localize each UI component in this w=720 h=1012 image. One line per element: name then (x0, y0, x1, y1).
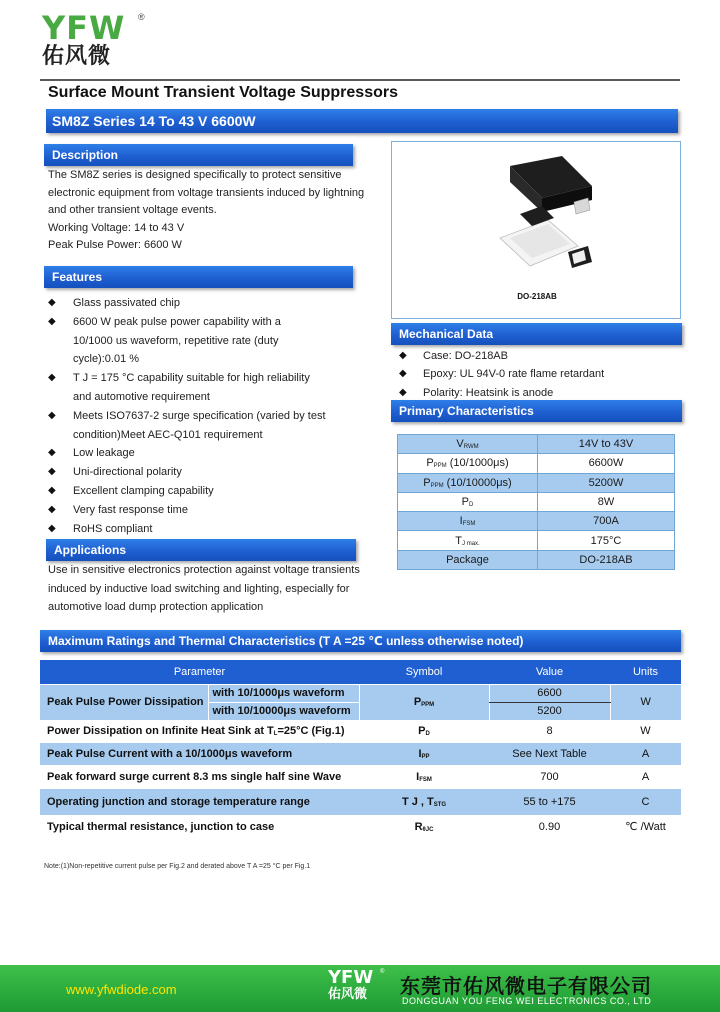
feature-text: RoHS compliant (73, 522, 153, 535)
mechanical-text: Polarity: Heatsink is anode (423, 386, 554, 399)
feature-text: Low leakage (73, 447, 135, 460)
feature-text: and automotive requirement (73, 390, 210, 403)
primary-row (398, 435, 675, 454)
header-divider (40, 79, 680, 81)
param-peak-pulse-power: Peak Pulse Power Dissipation (40, 684, 208, 720)
primary-symbol: P (461, 496, 469, 509)
primary-value: 14V to 43V (538, 435, 675, 454)
primary-symbol: I (459, 515, 463, 528)
footer-logo-chinese: 佑风微 (328, 987, 368, 1002)
table-row (40, 815, 681, 838)
table-row (40, 720, 681, 742)
applications-line: automotive load dump protection application (48, 601, 264, 614)
param-cell (40, 720, 359, 742)
header-symbol: Symbol (359, 660, 489, 684)
primary-symbol: P (426, 457, 434, 470)
symbol-sub: FSM (419, 776, 432, 783)
feature-item (48, 501, 348, 520)
bullet-icon: ◆ (48, 409, 56, 421)
param-cell (40, 765, 359, 788)
features-heading: Features (44, 266, 353, 288)
param-cell (40, 815, 359, 838)
symbol-main: P (418, 725, 426, 737)
package-caption: DO-218AB (517, 292, 557, 301)
feature-text: condition)Meet AEC-Q101 requirement (73, 428, 263, 441)
primary-symbol-cell (398, 473, 538, 492)
primary-symbol-sub: PPM (430, 482, 444, 489)
primary-value: 700A (538, 512, 675, 531)
primary-symbol-cell (398, 531, 538, 550)
symbol-cell (359, 742, 489, 765)
primary-symbol-cell (398, 435, 538, 454)
mechanical-text: Case: DO-218AB (423, 350, 508, 362)
footer (0, 965, 720, 1012)
feature-item (48, 482, 348, 501)
bullet-icon: ◆ (48, 522, 56, 534)
website-link[interactable]: www.yfwdiode.com (66, 982, 177, 997)
primary-symbol-extra: (10/1000μs) (446, 457, 509, 470)
unit-cell: W (610, 720, 681, 742)
company-name-english: DONGGUAN YOU FENG WEI ELECTRONICS CO., LTD (402, 996, 652, 1006)
logo-chinese-text: 佑风微 (42, 44, 112, 69)
param-text-post: =25°C (Fig.1) (277, 725, 345, 737)
description-line: The SM8Z series is designed specifically to protect sensitive (48, 169, 342, 181)
primary-symbol: P (423, 476, 431, 489)
symbol-sub: PPM (421, 702, 435, 708)
bullet-icon: ◆ (48, 503, 56, 515)
feature-text: Excellent clamping capability (73, 484, 214, 497)
symbol-pppm (359, 684, 489, 720)
max-ratings-heading: Maximum Ratings and Thermal Characteristics (T A =25 ℃ unless otherwise noted) (40, 630, 681, 652)
feature-item (48, 444, 348, 463)
header-value: Value (489, 660, 610, 684)
symbol-cell (359, 720, 489, 742)
table-row (40, 742, 681, 765)
company-name-chinese: 东莞市佑风微电子有限公司 (400, 974, 652, 998)
value-cell: See Next Table (489, 742, 610, 765)
table-row (40, 684, 681, 702)
primary-value: 175°C (538, 531, 675, 550)
feature-text: 10/1000 us waveform, repetitive rate (duty (73, 334, 279, 347)
page-title: Surface Mount Transient Voltage Suppressors (48, 84, 398, 101)
symbol-main: I (418, 747, 422, 760)
unit-cell: ℃ /Watt (610, 815, 681, 838)
bullet-icon: ◆ (48, 447, 56, 459)
primary-symbol-sub: J max. (462, 540, 480, 547)
symbol-sub: STG (433, 801, 447, 808)
bullet-icon: ◆ (48, 297, 56, 308)
symbol-main: P (413, 696, 422, 708)
symbol-main: T J , T (401, 795, 434, 808)
footer-logo-latin: YFW (328, 967, 374, 988)
value-6600: 6600 (489, 684, 610, 702)
value-5200: 5200 (489, 702, 610, 720)
param-text: Power Dissipation on Infinite Heat Sink at T (47, 725, 274, 737)
primary-symbol-sub: D (469, 502, 474, 509)
primary-symbol-cell (398, 492, 538, 511)
primary-symbol-cell (398, 512, 538, 531)
feature-text: 6600 W peak pulse power capability with a (73, 315, 281, 328)
feature-text: Uni-directional polarity (73, 466, 182, 479)
applications-line: induced by inductive load switching and lighting, especially for (48, 582, 350, 595)
registered-mark: ® (138, 12, 145, 22)
footer-registered-mark: ® (380, 969, 385, 975)
feature-text: T J = 175 °C capability suitable for high reliability (73, 372, 310, 385)
symbol-cell (359, 815, 489, 838)
package-image-box (391, 141, 681, 319)
features-list (48, 294, 348, 538)
package-drawing (392, 142, 682, 292)
mechanical-list (399, 347, 604, 402)
symbol-cell (359, 765, 489, 788)
param-cell (40, 788, 359, 815)
primary-symbol-sub: PPM (433, 463, 447, 470)
value-cell: 700 (489, 765, 610, 788)
param-sub: L (273, 731, 278, 737)
primary-row (398, 550, 675, 569)
feature-text: Very fast response time (73, 503, 188, 516)
logo-latin-text: YFW (42, 9, 126, 47)
feature-text: cycle):0.01 % (73, 353, 140, 366)
description-line: and other transient voltage events. (48, 204, 217, 216)
primary-symbol-cell (398, 550, 538, 569)
primary-row (398, 454, 675, 473)
primary-symbol-extra: (10/10000μs) (443, 476, 512, 489)
description-heading: Description (44, 144, 353, 166)
primary-value: 6600W (538, 454, 675, 473)
primary-symbol-sub: RWM (463, 444, 479, 451)
symbol-cell (359, 788, 489, 815)
param-text: Peak forward surge current 8.3 ms single half sine Wave (47, 770, 342, 783)
table-row (40, 765, 681, 788)
bullet-icon: ◆ (48, 372, 56, 384)
feature-item (48, 520, 348, 539)
bullet-icon: ◆ (48, 484, 56, 496)
max-ratings-table (40, 660, 681, 839)
param-text: Peak Pulse Current with a 10/1000μs waveform (47, 747, 293, 760)
bullet-icon: ◆ (48, 466, 56, 478)
param-text: Typical thermal resistance, junction to case (47, 820, 275, 833)
symbol-main: R (414, 820, 423, 833)
mechanical-item (399, 347, 604, 365)
feature-item (48, 407, 348, 445)
mechanical-text: Epoxy: UL 94V-0 rate flame retardant (423, 368, 605, 381)
param-waveform-2: with 10/10000μs waveform (208, 702, 359, 720)
mechanical-item (399, 365, 604, 383)
param-cell (40, 742, 359, 765)
unit-cell: C (610, 788, 681, 815)
primary-symbol-sub: FSM (462, 521, 476, 528)
value-cell: 8 (489, 720, 610, 742)
mechanical-heading: Mechanical Data (391, 323, 682, 345)
company-logo (42, 9, 152, 74)
description-line: electronic equipment from voltage transients induced by lightning (48, 186, 365, 199)
footnote: Note:(1)Non-repetitive current pulse per Fig.2 and derated above T A =25 °C per Fig.1 (44, 863, 311, 870)
unit-cell: A (610, 765, 681, 788)
feature-text: Meets ISO7637-2 surge specification (varied by test (73, 409, 326, 422)
primary-row (398, 512, 675, 531)
value-cell: 55 to +175 (489, 788, 610, 815)
unit-cell: A (610, 742, 681, 765)
footer-logo (328, 969, 386, 1009)
feature-text: Glass passivated chip (73, 297, 180, 309)
primary-row (398, 531, 675, 550)
table-header-row (40, 660, 681, 684)
primary-symbol: Package (446, 553, 489, 566)
symbol-main: I (416, 770, 420, 783)
applications-text (48, 561, 368, 617)
working-voltage: Working Voltage: 14 to 43 V (48, 221, 185, 234)
unit-w: W (610, 684, 681, 720)
bullet-icon: ◆ (48, 315, 56, 327)
header-parameter: Parameter (40, 660, 359, 684)
applications-line: Use in sensitive electronics protection against voltage transients (48, 564, 360, 576)
primary-row (398, 492, 675, 511)
description-text (48, 167, 368, 255)
value-cell: 0.90 (489, 815, 610, 838)
primary-value: DO-218AB (538, 550, 675, 569)
symbol-sub: D (425, 731, 430, 737)
applications-heading: Applications (46, 539, 356, 561)
primary-characteristics-table (397, 434, 675, 570)
feature-item (48, 313, 348, 369)
feature-item (48, 463, 348, 482)
primary-symbol: T (455, 534, 463, 547)
primary-value: 8W (538, 492, 675, 511)
bullet-icon: ◆ (399, 350, 407, 361)
primary-heading: Primary Characteristics (391, 400, 682, 422)
param-waveform-1: with 10/1000μs waveform (208, 684, 359, 702)
primary-symbol: V (456, 438, 464, 451)
peak-pulse-power: Peak Pulse Power: 6600 W (48, 239, 182, 251)
feature-item (48, 369, 348, 407)
primary-symbol-cell (398, 454, 538, 473)
bullet-icon: ◆ (399, 386, 407, 398)
symbol-sub: θJC (422, 826, 434, 833)
feature-item (48, 294, 348, 313)
bullet-icon: ◆ (399, 368, 407, 380)
header-units: Units (610, 660, 681, 684)
primary-value: 5200W (538, 473, 675, 492)
primary-row (398, 473, 675, 492)
table-row (40, 788, 681, 815)
param-text: Operating junction and storage temperature range (47, 795, 310, 808)
symbol-sub: PP (421, 753, 430, 760)
series-title-bar: SM8Z Series 14 To 43 V 6600W (46, 109, 678, 133)
